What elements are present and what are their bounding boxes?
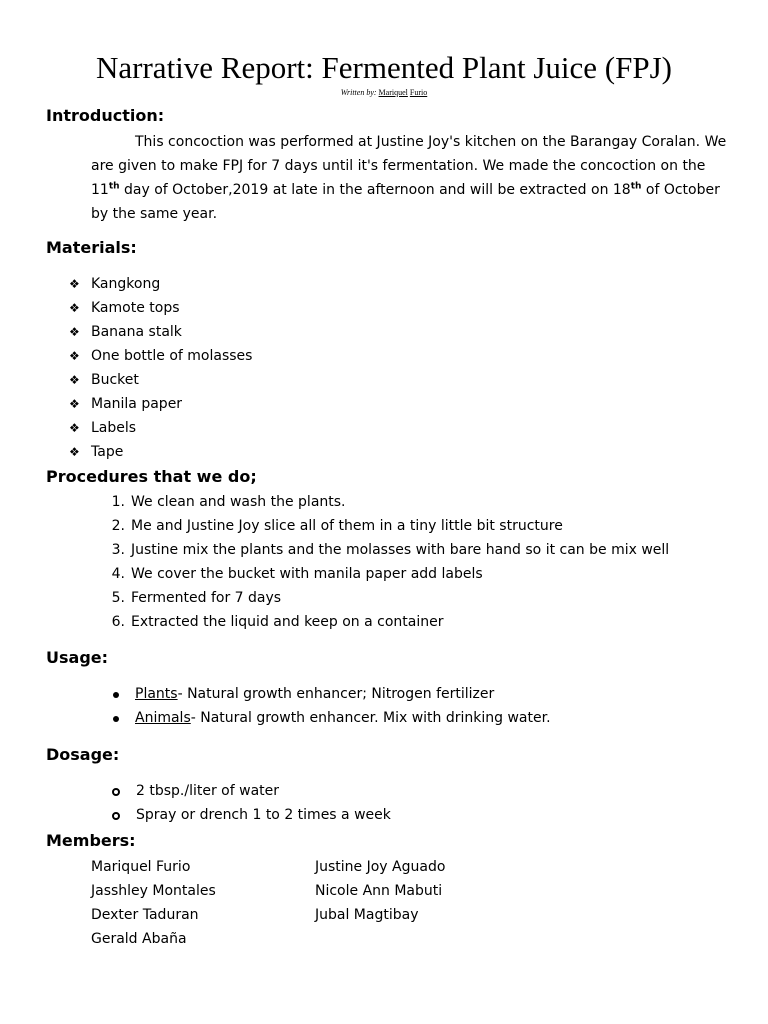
member-name: Mariquel Furio <box>91 859 191 875</box>
list-item-text: Banana stalk <box>91 324 182 340</box>
procedures-heading: Procedures that we do; <box>46 467 257 486</box>
list-item <box>69 368 252 392</box>
author-first-name: Mariquel <box>378 88 408 97</box>
step-number: 4. <box>111 566 125 582</box>
introduction-text-1: This concoction was performed at Justine Joy's kitchen on the Barangay Coralan. We are given to make FPJ for 7 days until it's fermentation. We made the concoction on the 11 <box>91 134 727 198</box>
ordinal-suffix: th <box>108 181 120 192</box>
list-item <box>108 803 391 827</box>
step-text: Justine mix the plants and the molasses with bare hand so it can be mix well <box>131 542 670 558</box>
usage-description: - Natural growth enhancer. Mix with drinking water. <box>190 710 551 726</box>
list-item-text: 2 tbsp./liter of water <box>136 783 280 799</box>
diamond-bullet-icon: ❖ <box>69 445 80 459</box>
member-name: Jubal Magtibay <box>315 907 419 923</box>
step-number: 3. <box>111 542 125 558</box>
introduction-heading: Introduction: <box>46 106 165 125</box>
members-heading: Members: <box>46 831 136 850</box>
list-item <box>107 682 551 706</box>
page-title: Narrative Report: Fermented Plant Juice (FPJ) <box>96 50 672 85</box>
member-row <box>91 879 491 903</box>
list-item-text: Labels <box>91 420 137 436</box>
diamond-bullet-icon: ❖ <box>69 325 80 339</box>
step-text: Me and Justine Joy slice all of them in a tiny little bit structure <box>131 518 563 534</box>
list-item-text: Tape <box>91 444 124 460</box>
usage-term: Animals <box>135 710 191 726</box>
diamond-bullet-icon: ❖ <box>69 373 80 387</box>
introduction-paragraph <box>91 130 731 226</box>
diamond-bullet-icon: ❖ <box>69 277 80 291</box>
list-item <box>69 416 252 440</box>
step-text: We cover the bucket with manila paper add labels <box>131 566 483 582</box>
usage-term: Plants <box>135 686 178 702</box>
member-row <box>91 855 491 879</box>
author-last-name: Furio <box>409 88 428 97</box>
list-item <box>107 586 669 610</box>
diamond-bullet-icon: ❖ <box>69 421 80 435</box>
diamond-bullet-icon: ❖ <box>69 301 80 315</box>
procedures-list <box>107 490 669 634</box>
introduction-text-3: of October by the same year. <box>91 182 720 222</box>
members-table <box>91 855 491 951</box>
list-item <box>107 706 551 730</box>
usage-heading: Usage: <box>46 648 109 667</box>
step-text: Extracted the liquid and keep on a container <box>131 614 444 630</box>
member-row <box>91 927 491 951</box>
dosage-heading: Dosage: <box>46 745 120 764</box>
list-item <box>69 344 252 368</box>
step-text: We clean and wash the plants. <box>131 494 346 510</box>
hollow-circle-icon <box>112 812 120 820</box>
list-item <box>69 272 252 296</box>
list-item-text: One bottle of molasses <box>91 348 253 364</box>
member-name: Nicole Ann Mabuti <box>315 883 443 899</box>
list-item <box>107 514 669 538</box>
list-item <box>107 490 669 514</box>
step-number: 5. <box>111 590 125 606</box>
diamond-bullet-icon: ❖ <box>69 349 80 363</box>
step-number: 6. <box>111 614 125 630</box>
filled-dot-icon <box>113 716 119 722</box>
member-name: Dexter Taduran <box>91 907 199 923</box>
filled-dot-icon <box>113 692 119 698</box>
member-row <box>91 903 491 927</box>
materials-list <box>69 272 252 464</box>
step-number: 2. <box>111 518 125 534</box>
usage-description: - Natural growth enhancer; Nitrogen fertilizer <box>177 686 495 702</box>
list-item <box>108 779 391 803</box>
diamond-bullet-icon: ❖ <box>69 397 80 411</box>
list-item <box>107 538 669 562</box>
hollow-circle-icon <box>112 788 120 796</box>
byline <box>0 88 768 98</box>
materials-heading: Materials: <box>46 238 137 257</box>
step-number: 1. <box>111 494 125 510</box>
dosage-list <box>108 779 391 827</box>
byline-prefix: Written by: <box>340 88 377 97</box>
list-item-text: Spray or drench 1 to 2 times a week <box>136 807 391 823</box>
member-name: Justine Joy Aguado <box>315 859 446 875</box>
ordinal-suffix: th <box>630 181 642 192</box>
list-item-text: Bucket <box>91 372 139 388</box>
list-item <box>107 610 669 634</box>
step-text: Fermented for 7 days <box>131 590 282 606</box>
list-item <box>69 320 252 344</box>
list-item-text: Kamote tops <box>91 300 180 316</box>
member-name: Gerald Abaña <box>91 931 187 947</box>
list-item <box>107 562 669 586</box>
list-item <box>69 440 252 464</box>
usage-list <box>107 682 551 730</box>
list-item <box>69 392 252 416</box>
introduction-text-2: day of October,2019 at late in the afternoon and will be extracted on 18 <box>119 182 631 198</box>
list-item-text: Kangkong <box>91 276 161 292</box>
member-name: Jasshley Montales <box>91 883 216 899</box>
list-item-text: Manila paper <box>91 396 183 412</box>
list-item <box>69 296 252 320</box>
